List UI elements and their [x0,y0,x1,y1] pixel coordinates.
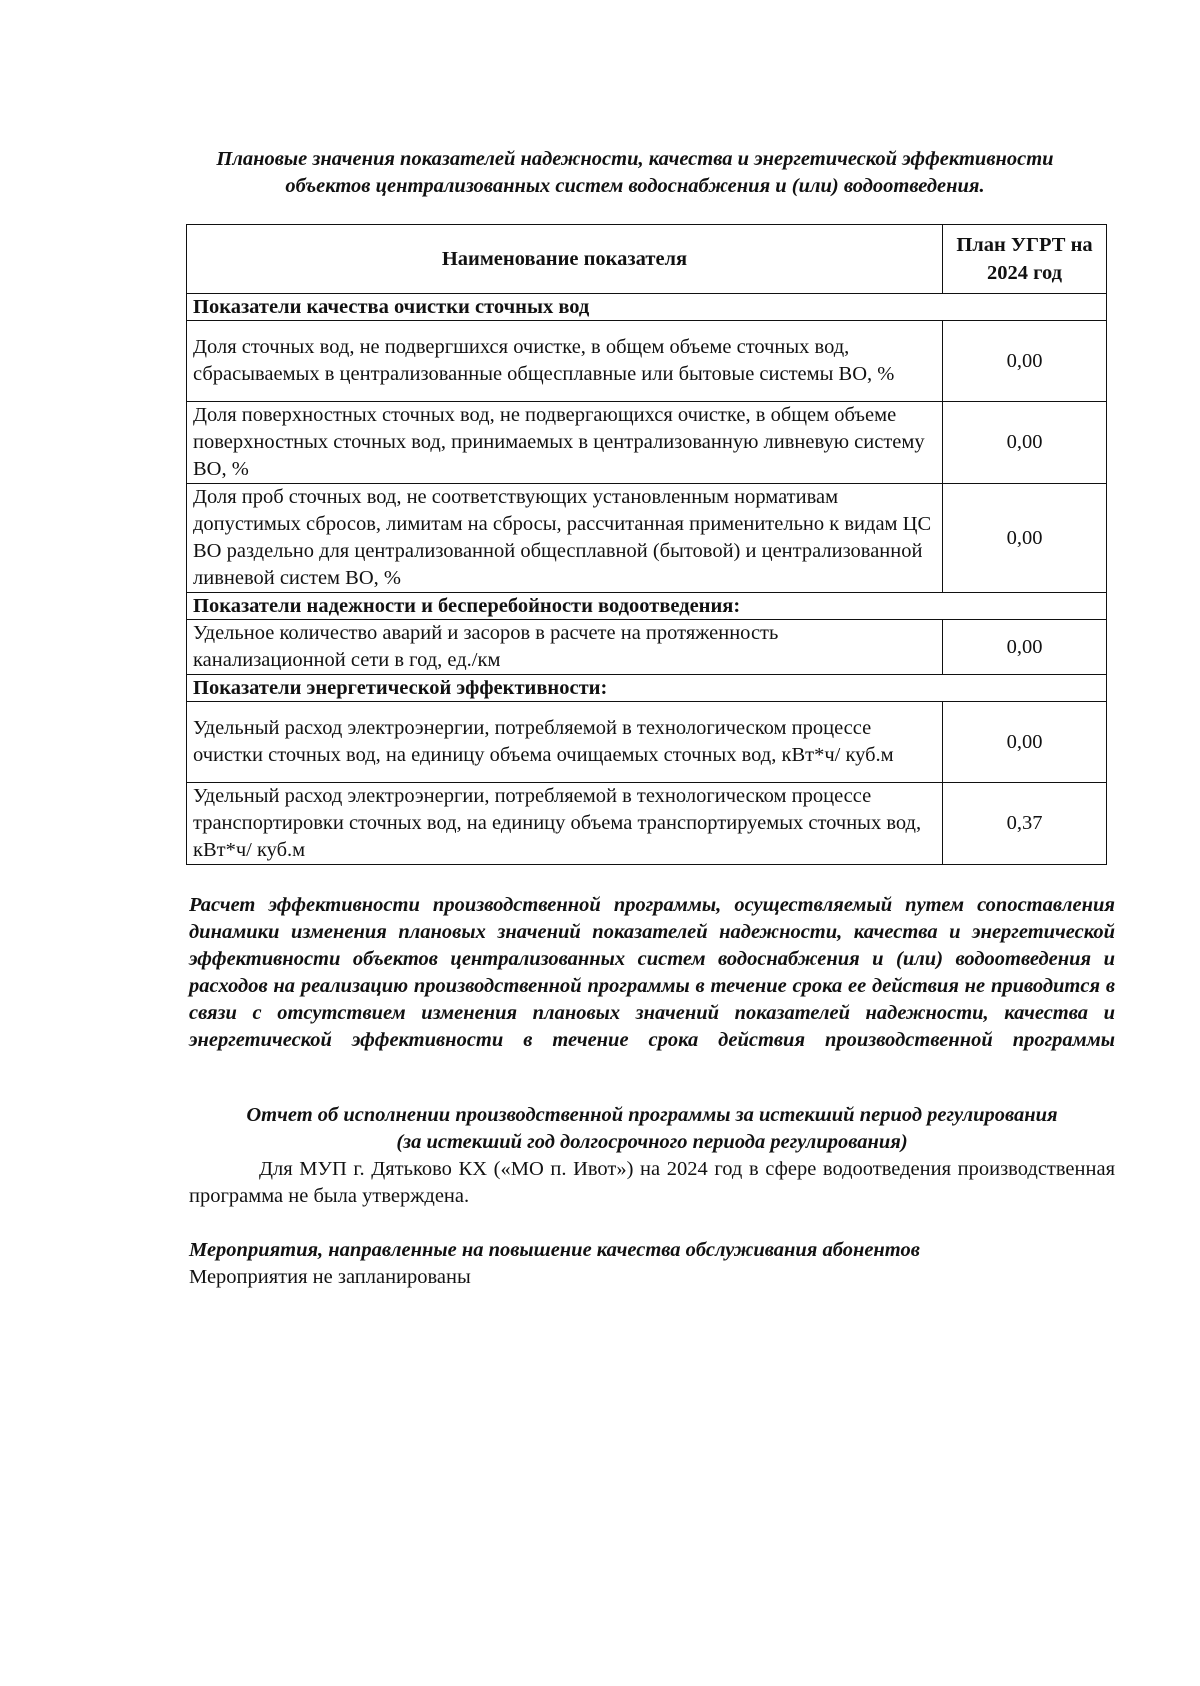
table-header-row [187,225,1107,294]
section-title-treatment-quality: Показатели качества очистки сточных вод [187,294,1107,321]
indicator-name: Доля проб сточных вод, не соответствующих установленным нормативам допустимых сбросов, лимитам на сбросы, рассчитанная применительно к видам ЦС ВО раздельно для централизованной общесплавной (бытовой) и централизованной ливневой систем ВО, % [187,484,943,593]
indicator-value: 0,00 [943,620,1107,675]
indicator-value: 0,00 [943,702,1107,783]
section-title-reliability: Показатели надежности и бесперебойности водоотведения: [187,593,1107,620]
table-row [187,321,1107,402]
table-row [187,702,1107,783]
header-indicator-name: Наименование показателя [187,225,943,294]
report-heading-line1: Отчет об исполнении производственной программы за истекший период регулирования [246,1104,1058,1126]
table-row [187,484,1107,593]
section-title-energy-efficiency: Показатели энергетической эффективности: [187,675,1107,702]
indicators-table [186,224,1107,865]
report-body: Для МУП г. Дятьково КХ («МО п. Ивот») на 2024 год в сфере водоотведения производственная программа не была утверждена. [189,1158,1115,1207]
efficiency-calculation-paragraph: Расчет эффективности производственной программы, осуществляемый путем сопоставления динамики изменения плановых значений показателей надежности, качества и энергетической эффективности объектов централизованных систем водоснабжения и (или) водоотведения и расходов на реализацию производственной программы в течение срока ее действия не приводится в связи с отсутствием изменения плановых значений показателей надежности, качества и энергетической эффективности в течение срока действия производственной программы [189,894,1115,1051]
table-row [187,402,1107,484]
header-plan-value: План УГРТ на 2024 год [943,225,1107,294]
table-row [187,783,1107,865]
section-row [187,593,1107,620]
indicator-name: Удельный расход электроэнергии, потребляемой в технологическом процессе очистки сточных вод, на единицу объема очищаемых сточных вод, кВт*ч/ куб.м [187,702,943,783]
indicator-name: Доля поверхностных сточных вод, не подвергающихся очистке, в общем объеме поверхностных сточных вод, принимаемых в централизованную ливневую систему ВО, % [187,402,943,484]
measures-heading: Мероприятия, направленные на повышение качества обслуживания абонентов [189,1239,920,1261]
report-heading-line2: (за истекший год долгосрочного периода регулирования) [396,1131,908,1153]
indicator-name: Удельный расход электроэнергии, потребляемой в технологическом процессе транспортировки сточных вод, на единицу объема транспортируемых сточных вод, кВт*ч/ куб.м [187,783,943,865]
indicator-value: 0,00 [943,321,1107,402]
section-row [187,675,1107,702]
section-row [187,294,1107,321]
indicator-name: Доля сточных вод, не подвергшихся очистке, в общем объеме сточных вод, сбрасываемых в централизованные общесплавные или бытовые системы ВО, % [187,321,943,402]
indicator-value: 0,00 [943,484,1107,593]
table-row [187,620,1107,675]
indicator-value: 0,37 [943,783,1107,865]
indicator-name: Удельное количество аварий и засоров в расчете на протяженность канализационной сети в год, ед./км [187,620,943,675]
indicator-value: 0,00 [943,402,1107,484]
document-title: Плановые значения показателей надежности, качества и энергетической эффективности объектов централизованных систем водоснабжения и (или) водоотведения. [216,148,1054,197]
measures-body: Мероприятия не запланированы [189,1266,471,1288]
